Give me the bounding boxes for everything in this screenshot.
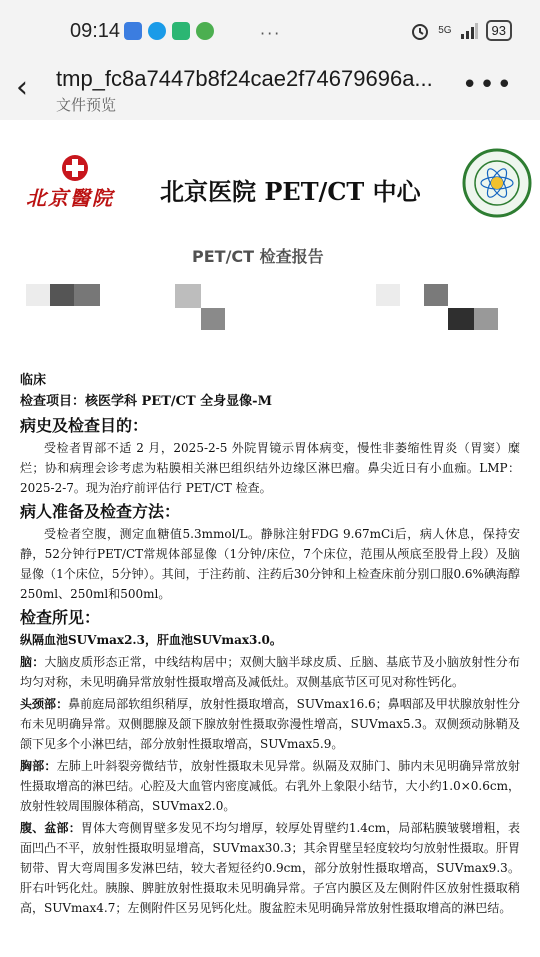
network-type: 5G bbox=[438, 24, 452, 36]
redacted-patient-info bbox=[20, 280, 520, 336]
center-seal-icon bbox=[462, 148, 532, 218]
signal-icon bbox=[460, 23, 478, 39]
document-preview[interactable] bbox=[0, 120, 540, 957]
app-notification-icon bbox=[124, 22, 142, 40]
report-body bbox=[20, 370, 520, 918]
battery-icon: 93 bbox=[486, 20, 512, 41]
exam-item: 检查项目：核医学科 PET/CT 全身显像-M bbox=[20, 394, 272, 409]
status-time: 09:14 bbox=[70, 20, 121, 42]
finding-abdomen-pelvis: 腹、盆部：胃体大弯侧胃壁多发见不均匀增厚，较厚处胃壁约1.4cm，局部粘膜皱襞增粗，表面凹凸不平，放射性摄取明显增高，SUVmax30.3；其余胃壁呈轻度较均匀放射性摄取。肝胃韧带、胃大弯周围多发淋巴结，较大者短径约0.9cm，部分放射性摄取增高，SUVmax9.3。肝右叶钙化灶。胰腺、脾脏放射性摄取未见明确异常。子宫内膜区及左侧附件区放射性摄取稍高，SUVmax4.7；左侧附件区另见钙化灶。腹盆腔未见明确异常放射性摄取增高的淋巴结。 bbox=[20, 821, 520, 915]
app-bar bbox=[0, 64, 540, 120]
notification-icons bbox=[124, 22, 214, 40]
findings-blood-pool: 纵隔血池SUVmax2.3，肝血池SUVmax3.0。 bbox=[20, 633, 282, 647]
report-title: PET/CT 检查报告 bbox=[192, 247, 324, 266]
history-heading: 病史及检查目的： bbox=[20, 416, 149, 435]
finding-brain: 脑：大脑皮质形态正常，中线结构居中；双侧大脑半球皮质、丘脑、基底节及小脑放射性分布均匀对称，未见明确异常放射性摄取增高及减低灶。双侧基底节区可见对称性钙化。 bbox=[20, 655, 520, 689]
finding-chest: 胸部：左肺上叶斜裂旁微结节，放射性摄取未见异常。纵隔及双肺门、肺内未见明确异常放射性摄取增高的淋巴结。心腔及大血管内密度减低。右乳外上象限小结节，大小约1.0×0.6cm，放射性较周围腺体稍高，SUVmax2.0。 bbox=[20, 759, 520, 813]
more-icon[interactable]: ••• bbox=[461, 70, 514, 100]
hospital-logo-text: 北京醫院 bbox=[26, 186, 114, 210]
prep-heading: 病人准备及检查方法： bbox=[20, 502, 181, 521]
findings-heading: 检查所见： bbox=[20, 608, 101, 627]
hospital-emblem-icon bbox=[61, 154, 89, 182]
alarm-icon bbox=[410, 22, 430, 40]
status-bar bbox=[0, 0, 540, 64]
file-subtitle: 文件预览 bbox=[56, 96, 117, 114]
clinical-line: 临床 bbox=[20, 373, 47, 388]
report-main-title: 北京医院 PET/CT 中心 bbox=[160, 177, 421, 206]
prep-text: 受检者空腹，测定血糖值5.3mmol/L。静脉注射FDG 9.67mCi后，病人休息，保持安静，52分钟行PET/CT常规体部显像（1分钟/床位，7个床位，范围从颅底至股骨上段）及脑显像（1个床位，5分钟）。其间，于注药前、注药后30分钟和上检查床前分别口服0.6%碘海醇250ml、250ml和500ml。 bbox=[20, 527, 520, 601]
finding-head-neck: 头颈部：鼻前庭局部软组织稍厚，放射性摄取增高，SUVmax16.6；鼻咽部及甲状腺放射性分布未见明确异常。双侧腮腺及颌下腺放射性摄取弥漫性增高，SUVmax5.3。双侧颈动脉鞘及颌下见多个小淋巴结，部分放射性摄取增高，SUVmax5.9。 bbox=[20, 697, 520, 751]
mi-notification-icon bbox=[172, 22, 190, 40]
history-text: 受检者胃部不适 2 月，2025-2-5 外院胃镜示胃体病变，慢性非萎缩性胃炎（胃窦）糜烂；协和病理会诊考虑为粘膜相关淋巴组织结外边缘区淋巴瘤。鼻尖近日有小血痂。LMP：2025-2-7。现为治疗前评估行 PET/CT 检查。 bbox=[20, 441, 520, 495]
system-status bbox=[410, 20, 512, 41]
hospital-logo bbox=[24, 154, 134, 210]
more-notifications-icon: ··· bbox=[260, 24, 282, 43]
file-title: tmp_fc8a7447b8f24cae2f74679696a... bbox=[56, 66, 433, 91]
browser-notification-icon bbox=[148, 22, 166, 40]
chat-notification-icon bbox=[196, 22, 214, 40]
back-arrow-icon[interactable]: ‹ bbox=[16, 70, 28, 105]
